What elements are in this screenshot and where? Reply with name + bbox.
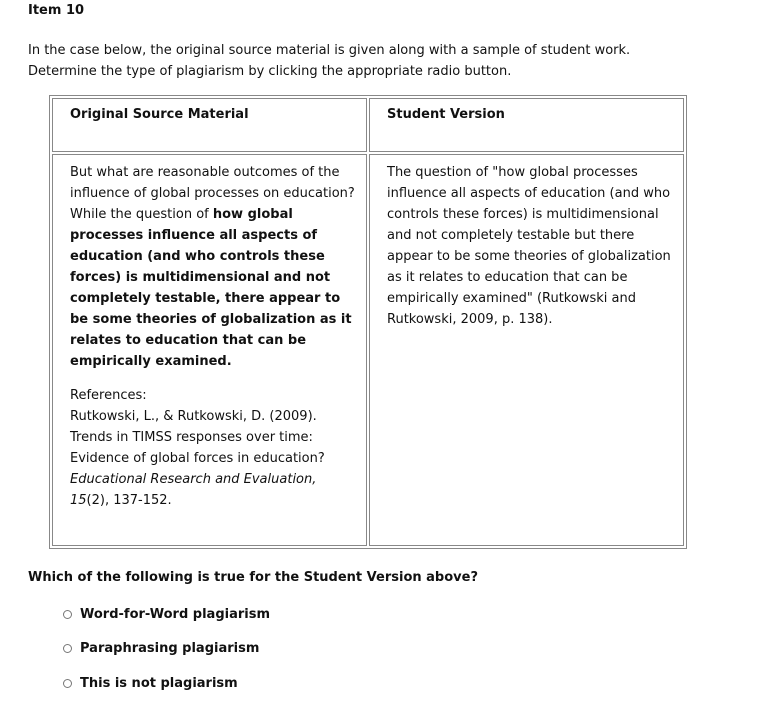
student-version-text: The question of "how global processes influence all aspects of education (and who controls these forces) is multidimensional and not completely testable but there appear to be some theories of globalization as it relates to education that can be empirically examined" (Rutkowski and Rutkowski, 2009, p. 138). — [387, 165, 671, 327]
original-source-header-cell — [52, 98, 367, 152]
student-version-header: Student Version — [387, 107, 505, 122]
references — [70, 385, 355, 511]
student-version-cell — [369, 154, 684, 546]
citation-pages: (2), 137-152. — [86, 493, 172, 508]
option-label[interactable]: Paraphrasing plagiarism — [80, 641, 260, 656]
radio-button[interactable] — [63, 644, 72, 653]
option-not-plagiarism[interactable] — [63, 673, 270, 693]
question-text: Which of the following is true for the Student Version above? — [28, 570, 478, 585]
option-label[interactable]: This is not plagiarism — [80, 675, 238, 691]
original-source-text — [70, 162, 355, 511]
instructions-line-1: In the case below, the original source material is given along with a sample of student work. — [28, 43, 631, 58]
answer-options — [63, 604, 270, 702]
radio-button[interactable] — [63, 679, 72, 688]
option-word-for-word[interactable] — [63, 604, 270, 624]
instructions — [28, 40, 728, 82]
comparison-table — [49, 95, 687, 549]
option-label[interactable]: Word-for-Word plagiarism — [80, 606, 270, 622]
instructions-line-2: Determine the type of plagiarism by clicking the appropriate radio button. — [28, 64, 512, 79]
journal-title: Educational Research and Evaluation, 15 — [70, 472, 317, 508]
references-label: References: — [70, 388, 147, 403]
radio-button[interactable] — [63, 610, 72, 619]
original-source-header: Original Source Material — [70, 107, 249, 122]
original-bold-text: how global processes influence all aspects of education (and who controls these forces) is multidimensional and not completely testable, there appear to be some theories of globalization as it relates to education that can be empirically examined. — [70, 207, 352, 369]
original-source-cell — [52, 154, 367, 546]
item-title: Item 10 — [28, 3, 85, 18]
student-version-header-cell — [369, 98, 684, 152]
citation-text: Rutkowski, L., & Rutkowski, D. (2009). Trends in TIMSS responses over time: Evidence of global forces in education? — [70, 409, 325, 466]
original-plain-text: But what are reasonable outcomes of the influence of global processes on education? While the question of — [70, 165, 355, 222]
option-paraphrasing[interactable] — [63, 639, 270, 659]
